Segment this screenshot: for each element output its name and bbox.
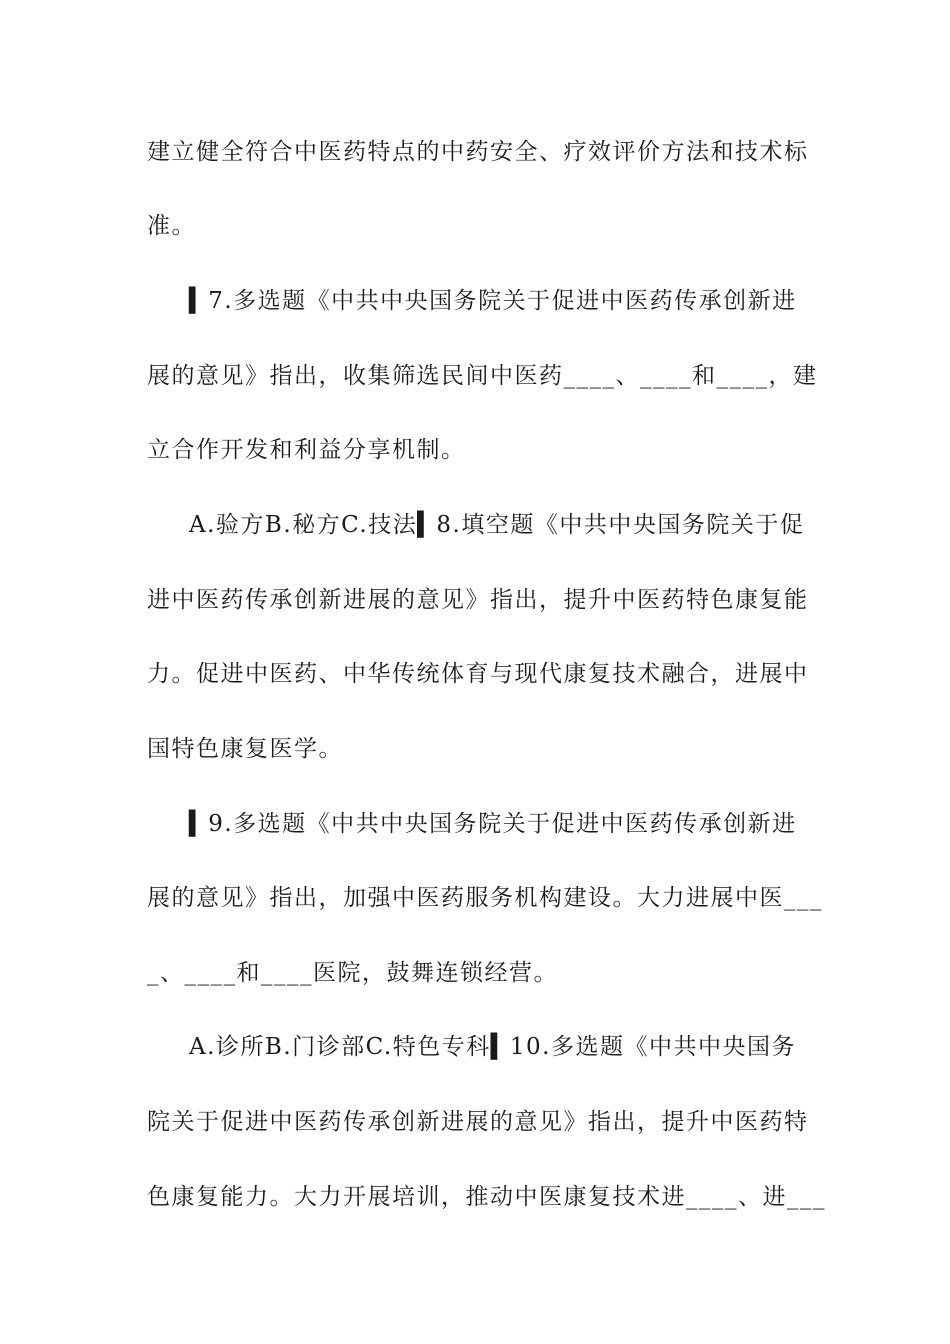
- text-line: 国特色康复医学。: [147, 736, 343, 762]
- text-line: 建立健全符合中医药特点的中药安全、疗效评价方法和技术标: [147, 139, 809, 165]
- text-line: 准。: [147, 213, 196, 239]
- question-8-line: A.验方B.秘方C.技法▍8.填空题《中共中央国务院关于促: [189, 512, 805, 538]
- question-7-line: ▍7.多选题《中共中央国务院关于促进中医药传承创新进: [189, 288, 797, 314]
- text-line: 展的意见》指出，收集筛选民间中医药____、____和____，建: [147, 363, 818, 389]
- text-line: 色康复能力。大力开展培训，推动中医康复技术进____、进___: [147, 1184, 826, 1210]
- text-line: 立合作开发和利益分享机制。: [147, 437, 466, 463]
- text-line: 进中医药传承创新进展的意见》指出，提升中医药特色康复能: [147, 587, 809, 613]
- question-10-line: A.诊所B.门诊部C.特色专科▍10.多选题《中共中央国务: [189, 1034, 796, 1060]
- text-line: 展的意见》指出，加强中医药服务机构建设。大力进展中医___: [147, 885, 823, 911]
- text-line: _、____和____医院，鼓舞连锁经营。: [147, 960, 558, 986]
- question-9-line: ▍9.多选题《中共中央国务院关于促进中医药传承创新进: [189, 811, 797, 837]
- text-line: 力。促进中医药、中华传统体育与现代康复技术融合，进展中: [147, 661, 809, 687]
- text-line: 院关于促进中医药传承创新进展的意见》指出，提升中医药特: [147, 1109, 809, 1135]
